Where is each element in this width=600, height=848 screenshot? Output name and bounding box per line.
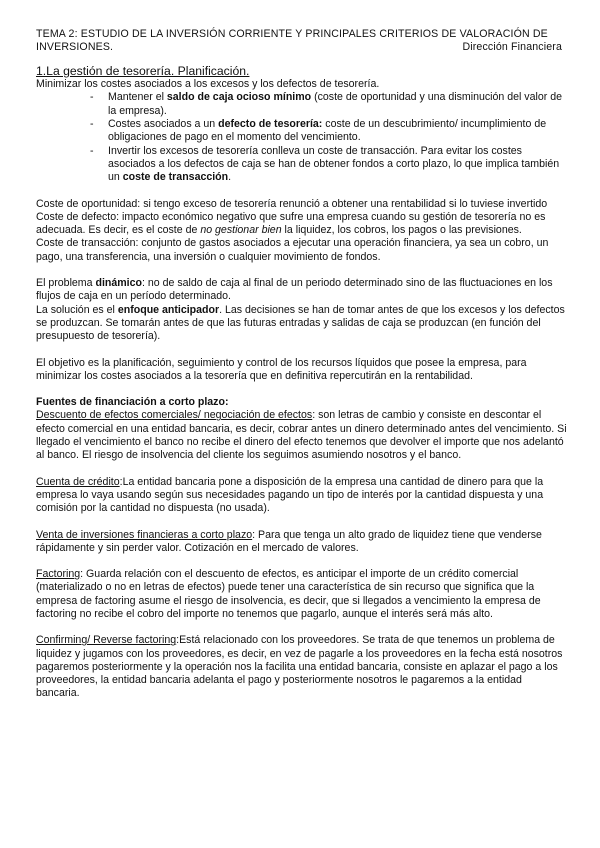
- dash-marker: -: [90, 144, 94, 157]
- fuente-confirming: Confirming/ Reverse factoring:Está relacionado con los proveedores. Se trata de que tenemos un problema de liquidez y jugamos con los proveedores, es decir, en vez de pagarle a los proveedores en la fecha está nosotros pagaremos posteriormente y la operación nos la facilita una entidad bancaria, consiste en aplazar el pago a los proveedores, la entidad bancaria adelanta el pago y posteriormente nosotros le pagaremos a la entidad bancaria.: [36, 634, 563, 700]
- fuentes-heading: Fuentes de financiación a corto plazo:: [36, 396, 229, 409]
- bullet-item: - Mantener el saldo de caja ocioso mínimo (coste de oportunidad y una disminución del valor de la empresa).: [90, 91, 562, 117]
- bullet-item: - Costes asociados a un defecto de tesorería: coste de un descubrimiento/ incumplimiento de obligaciones de pago en el momento del vencimiento.: [90, 118, 547, 144]
- document-page: [36, 28, 568, 701]
- fuente-cuenta-credito: Cuenta de crédito:La entidad bancaria pone a disposición de la empresa una cantidad de dinero para que la empresa lo vaya usando según sus necesidades pagando un tipo de interés por la cantidad dispuesta y una comisión por la cantidad no dispuesta (no usada).: [36, 475, 544, 515]
- dash-marker: -: [90, 118, 94, 131]
- fuente-venta-inversiones: Venta de inversiones financieras a corto plazo: Para que tenga un alto grado de liquidez tiene que venderse rápidamente y sin perder valor. Cotización en el mercado de valores.: [36, 528, 542, 554]
- bullet-list: [36, 91, 568, 184]
- document-title: TEMA 2: ESTUDIO DE LA INVERSIÓN CORRIENTE Y PRINCIPALES CRITERIOS DE VALORACIÓN DE INVERSIONES.: [36, 28, 548, 53]
- section-heading: 1.La gestión de tesorería. Planificación.: [36, 64, 250, 79]
- paragraph-objetivo: El objetivo es la planificación, seguimiento y control de los recursos líquidos que posee la empresa, para minimizar los costes asociados a la tesorería que en definitiva repercutirán en la rentabilidad.: [36, 356, 527, 382]
- dash-marker: -: [90, 91, 94, 104]
- fuente-factoring: Factoring: Guarda relación con el descuento de efectos, es anticipar el importe de un crédito comercial (materializado o no en letras de efectos) puede tener una característica de sin recurso que significa que la empresa de factoring asume el riesgo de insolvencia, es decir, que si llegados a vencimiento la empresa de factoring no recibe el cobro del importe no tenemos que pagarlo, aunque el interés será más alto.: [36, 568, 541, 620]
- definition-oportunidad: Coste de oportunidad: si tengo exceso de tesorería renunció a obtener una rentabilidad si lo tuviese invertido: [36, 197, 548, 210]
- definition-transaccion: Coste de transacción: conjunto de gastos asociados a ejecutar una operación financiera, ya sea un cobro, un pago, una transferencia, una inversión o cualquier movimiento de fondos.: [36, 237, 549, 263]
- section-intro: Minimizar los costes asociados a los excesos y los defectos de tesorería.: [36, 78, 380, 91]
- department-label: Dirección Financiera: [462, 40, 562, 53]
- page-header: [36, 28, 568, 53]
- definition-defecto: Coste de defecto: impacto económico negativo que sufre una empresa cuando su gestión de tesorería no es adecuada. Es decir, es el coste de no gestionar bien la liquidez, los cobros, los pagos o las previsiones.: [36, 210, 546, 237]
- paragraph-problema: El problema dinámico: no de saldo de caja al final de un periodo determinado sino de las fluctuaciones en los flujos de caja en un período determinado.: [36, 277, 553, 303]
- fuente-descuento: Descuento de efectos comerciales/ negociación de efectos: son letras de cambio y consiste en descontar el efecto comercial en una entidad bancaria, es decir, cobrar antes un dinero determinado antes del vencimiento. Si llegado el vencimiento el banco no recibe el dinero del efecto tenemos que devolver el importe que nos adelantó al banco. El riesgo de insolvencia del cliente los seguimos asumiendo nosotros y el banco.: [36, 409, 567, 462]
- bullet-item: - Invertir los excesos de tesorería conlleva un coste de transacción. Para evitar los costes asociados a los defectos de caja se han de obtener fondos a corto plazo, lo que implica también un coste de transacción.: [90, 144, 560, 184]
- paragraph-solucion: La solución es el enfoque anticipador. Las decisiones se han de tomar antes de que los excesos y los defectos se produzcan. Se tomarán antes de que las futuras entradas y salidas de caja se produzcan (en función del presupuesto de tesorería).: [36, 303, 565, 343]
